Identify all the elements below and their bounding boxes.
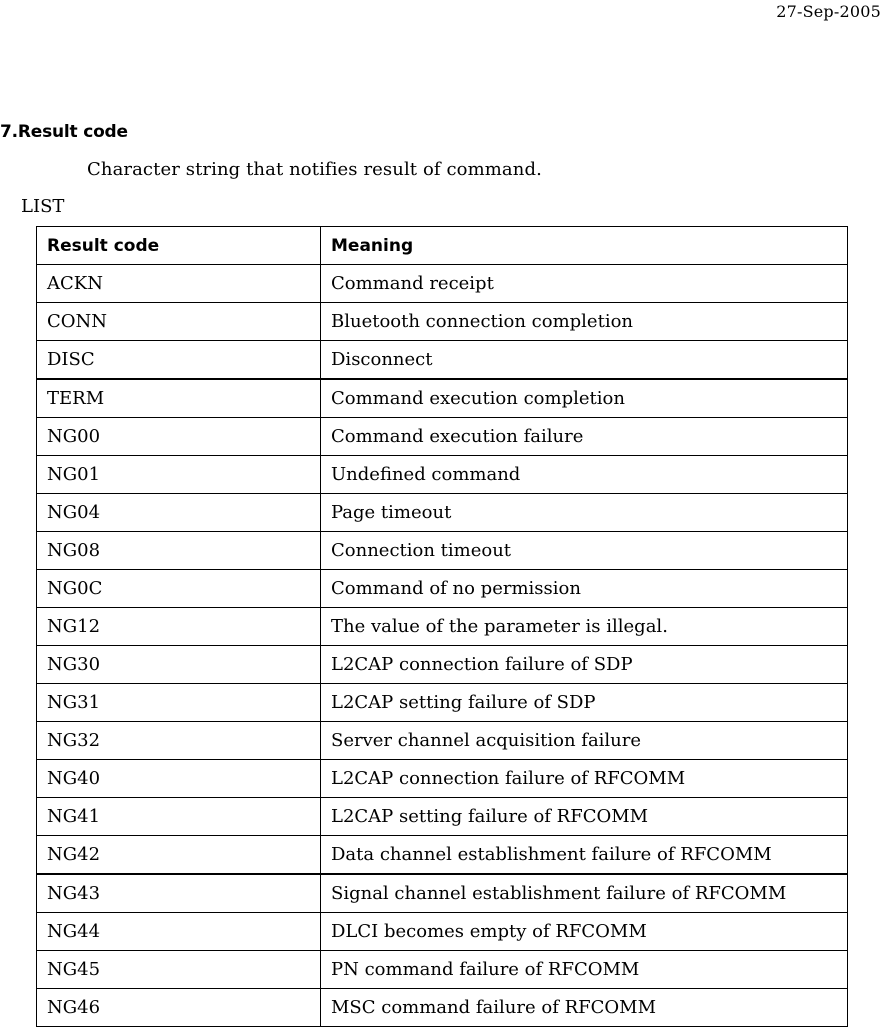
meaning-cell: MSC command failure of RFCOMM bbox=[321, 989, 848, 1027]
meaning-cell: Disconnect bbox=[321, 341, 848, 380]
list-label: LIST bbox=[21, 196, 65, 217]
meaning-cell: Command receipt bbox=[321, 265, 848, 303]
meaning-cell: DLCI becomes empty of RFCOMM bbox=[321, 913, 848, 951]
result-code-cell: ACKN bbox=[37, 265, 321, 303]
table-row bbox=[37, 532, 848, 570]
meaning-cell: Page timeout bbox=[321, 494, 848, 532]
column-header-result-code: Result code bbox=[37, 227, 321, 265]
result-code-cell: NG00 bbox=[37, 418, 321, 456]
table-row bbox=[37, 722, 848, 760]
section-description: Character string that notifies result of command. bbox=[87, 159, 542, 180]
meaning-cell: Signal channel establishment failure of RFCOMM bbox=[321, 874, 848, 913]
table-row bbox=[37, 418, 848, 456]
table-row bbox=[37, 646, 848, 684]
result-code-cell: NG32 bbox=[37, 722, 321, 760]
result-code-cell: TERM bbox=[37, 379, 321, 418]
table-row bbox=[37, 760, 848, 798]
table-row bbox=[37, 798, 848, 836]
meaning-cell: Command of no permission bbox=[321, 570, 848, 608]
result-code-cell: NG01 bbox=[37, 456, 321, 494]
meaning-cell: L2CAP setting failure of SDP bbox=[321, 684, 848, 722]
table-row bbox=[37, 874, 848, 913]
result-code-cell: CONN bbox=[37, 303, 321, 341]
table-row bbox=[37, 303, 848, 341]
meaning-cell: Undefined command bbox=[321, 456, 848, 494]
table-row bbox=[37, 989, 848, 1027]
meaning-cell: Command execution completion bbox=[321, 379, 848, 418]
result-code-cell: NG08 bbox=[37, 532, 321, 570]
meaning-cell: Command execution failure bbox=[321, 418, 848, 456]
result-code-cell: NG46 bbox=[37, 989, 321, 1027]
table-row bbox=[37, 494, 848, 532]
result-code-cell: NG40 bbox=[37, 760, 321, 798]
table-row bbox=[37, 684, 848, 722]
result-code-cell: NG31 bbox=[37, 684, 321, 722]
result-code-cell: NG12 bbox=[37, 608, 321, 646]
document-date: 27-Sep-2005 bbox=[776, 2, 881, 21]
table-row bbox=[37, 265, 848, 303]
meaning-cell: Connection timeout bbox=[321, 532, 848, 570]
table-row bbox=[37, 456, 848, 494]
meaning-cell: PN command failure of RFCOMM bbox=[321, 951, 848, 989]
table-row bbox=[37, 379, 848, 418]
table-row bbox=[37, 836, 848, 875]
result-code-cell: DISC bbox=[37, 341, 321, 380]
result-code-cell: NG43 bbox=[37, 874, 321, 913]
meaning-cell: L2CAP setting failure of RFCOMM bbox=[321, 798, 848, 836]
table-row bbox=[37, 570, 848, 608]
result-code-table bbox=[36, 226, 848, 1027]
table-row bbox=[37, 341, 848, 380]
meaning-cell: Server channel acquisition failure bbox=[321, 722, 848, 760]
result-code-cell: NG0C bbox=[37, 570, 321, 608]
result-code-cell: NG41 bbox=[37, 798, 321, 836]
result-code-cell: NG44 bbox=[37, 913, 321, 951]
result-code-cell: NG45 bbox=[37, 951, 321, 989]
result-code-cell: NG04 bbox=[37, 494, 321, 532]
result-code-cell: NG42 bbox=[37, 836, 321, 875]
table-header-row bbox=[37, 227, 848, 265]
table-row bbox=[37, 608, 848, 646]
meaning-cell: Data channel establishment failure of RFCOMM bbox=[321, 836, 848, 875]
result-code-cell: NG30 bbox=[37, 646, 321, 684]
table-row bbox=[37, 951, 848, 989]
meaning-cell: L2CAP connection failure of SDP bbox=[321, 646, 848, 684]
meaning-cell: L2CAP connection failure of RFCOMM bbox=[321, 760, 848, 798]
section-title: 7.Result code bbox=[0, 122, 128, 142]
meaning-cell: Bluetooth connection completion bbox=[321, 303, 848, 341]
table-row bbox=[37, 913, 848, 951]
column-header-meaning: Meaning bbox=[321, 227, 848, 265]
meaning-cell: The value of the parameter is illegal. bbox=[321, 608, 848, 646]
